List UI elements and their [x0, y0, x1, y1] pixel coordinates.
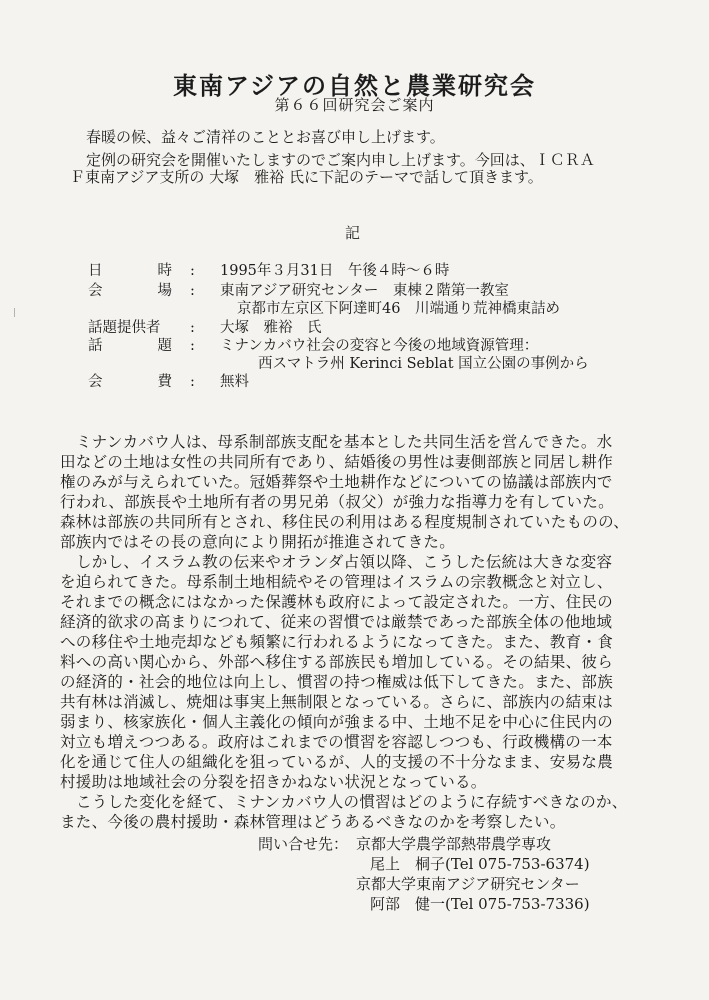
body-line: の経済的・社会的地位は向上し、慣習の持つ権威は低下してきた。また、部族 [60, 673, 614, 691]
topic-subtitle: 西スマトラ州 Kerinci Seblat 国立公園の事例から [258, 356, 589, 372]
fee-value: 無料 [220, 374, 249, 390]
body-line: ミナンカバウ人は、母系制部族支配を基本とした共同生活を営んできた。水 [76, 433, 613, 451]
body-line: 弱まり、核家族化・個人主義化の傾向が強まる中、土地不足を中心に住民内の [60, 713, 614, 731]
detail-colon: : [190, 374, 195, 390]
detail-colon: : [190, 263, 195, 279]
body-line: 経済的欲求の高まりにつれて、従来の習慣では厳禁であった部族全体の他地域 [60, 613, 613, 631]
body-line: 行われ、部族長や土地所有者の男兄弟（叔父）が強力な指導力を有していた。 [60, 493, 614, 511]
document-title: 東南アジアの自然と農業研究会 [172, 72, 537, 100]
greeting-line: 定例の研究会を開催いたしますのでご案内申し上げます。今回は、ＩＣＲＡ [86, 151, 595, 169]
topic-value: ミナンカバウ社会の変容と今後の地域資源管理： [220, 338, 539, 354]
body-line: 共有林は消滅し、焼畑は事実上無制限となっている。さらに、部族内の結束は [60, 693, 614, 711]
detail-label: 会 場 [88, 283, 172, 299]
greeting-line: 春暖の候、益々ご清祥のこととお喜び申し上げます。 [86, 128, 445, 146]
contact-person-1: 尾上 桐子(Tel 075-753-6374) [370, 855, 590, 873]
body-line: を迫られてきた。母系制土地相続やその管理はイスラムの宗教概念と対立し、 [60, 573, 613, 591]
body-line: それまでの概念にはなかった保護林も政府によって設定された。一方、住民の [60, 593, 614, 611]
detail-colon: : [190, 338, 195, 354]
detail-colon: : [190, 283, 195, 299]
detail-label: 話 題 [88, 338, 172, 354]
body-line: 化を通じて住人の組織化を狙っているが、人的支援の不十分なまま、安易な農 [60, 753, 614, 771]
date-value: 1995年３月31日 午後４時～６時 [220, 263, 450, 279]
body-line: 権のみが与えられていた。冠婚葬祭や土地耕作などについての協議は部族内で [60, 473, 613, 491]
document-subtitle: 第６６回研究会ご案内 [274, 96, 435, 114]
scan-mark [14, 308, 18, 317]
body-line: 料への高い関心から、外部へ移住する部族民も増加している。その結果、彼ら [60, 653, 614, 671]
body-line: こうした変化を経て、ミナンカバウ人の慣習はどのように存続すべきなのか、 [76, 793, 628, 811]
detail-colon: : [190, 320, 195, 336]
body-line: しかし、イスラム教の伝来やオランダ占領以降、こうした伝統は大きな変容 [76, 553, 613, 571]
venue-value: 東南アジア研究センター 東棟２階第一教室 [220, 283, 509, 299]
contact-org-1: 京都大学農学部熱帯農学専攻 [356, 835, 552, 853]
body-line: 田などの土地は女性の共同所有であり、結婚後の男性は妻側部族と同居し耕作 [60, 453, 614, 471]
ki-heading: 記 [344, 224, 364, 242]
detail-label: 日 時 [88, 263, 172, 279]
venue-address: 京都市左京区下阿達町46 川端通り荒神橋東詰め [237, 301, 560, 317]
body-line: への移住や土地売却なども頻繁に行われるようになってきた。また、教育・食 [60, 633, 614, 651]
speaker-value: 大塚 雅裕 氏 [220, 320, 322, 336]
contact-org-2: 京都大学東南アジア研究センター [356, 875, 580, 893]
greeting-line: Ｆ東南アジア支所の 大塚 雅裕 氏に下記のテーマで話して頂きます。 [70, 168, 543, 186]
detail-label: 会 費 [88, 374, 172, 390]
body-line: 部族内ではその長の意向により開拓が推進されてきた。 [60, 533, 456, 551]
body-line: また、今後の農村援助・森林管理はどうあるべきなのかを考察したい。 [60, 813, 566, 831]
detail-label: 話題提供者 [88, 320, 161, 336]
body-line: 村援助は地域社会の分裂を招きかねない状況となっている。 [60, 773, 487, 791]
contact-person-2: 阿部 健一(Tel 075-753-7336) [370, 895, 590, 913]
contact-heading: 問い合せ先： [258, 835, 349, 853]
body-line: 対立も増えつつある。政府はこれまでの慣習を容認しつつも、行政機構の一本 [60, 733, 613, 751]
body-line: 森林は部族の共同所有とされ、移住民の利用はある程度規制されていたものの、 [60, 513, 630, 531]
